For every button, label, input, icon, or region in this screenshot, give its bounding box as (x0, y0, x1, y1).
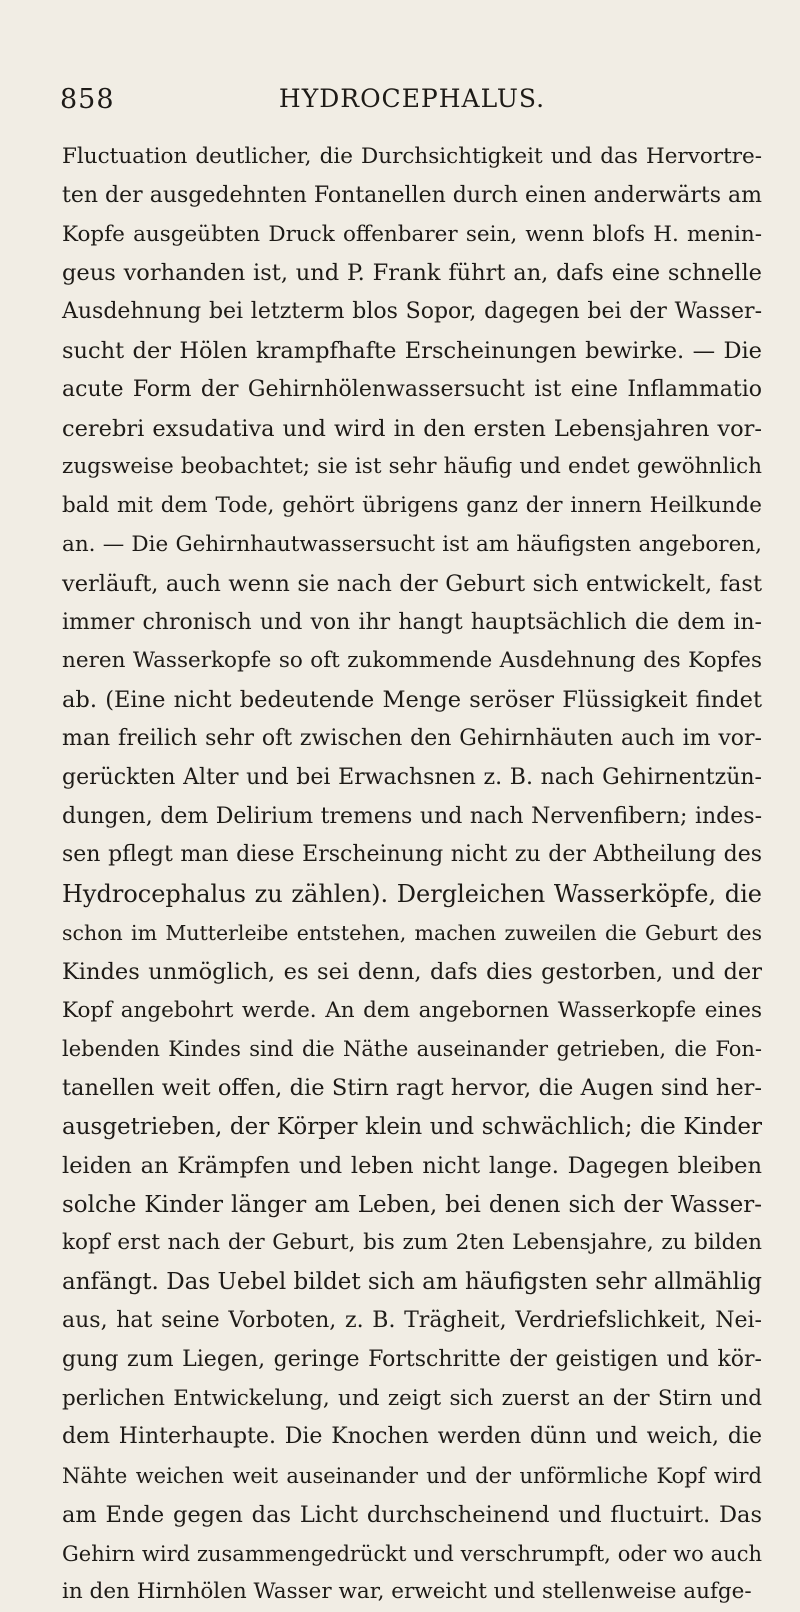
text-line: man freilich sehr oft zwischen den Gehirnhäuten auch im vor- (62, 725, 762, 751)
text-line: ten der ausgedehnten Fontanellen durch einen anderwärts am (62, 182, 762, 208)
text-line: lebenden Kindes sind die Näthe auseinander getrieben, die Fon- (62, 1037, 762, 1062)
text-line: verläuft, auch wenn sie nach der Geburt sich entwickelt, fast (62, 570, 762, 597)
text-line: cerebri exsudativa und wird in den ersten Lebensjahren vor- (62, 415, 762, 442)
text-line: am Ende gegen das Licht durchscheinend und fluctuirt. Das (62, 1501, 762, 1528)
text-line: Ausdehnung bei letzterm blos Sopor, dagegen bei der Wasser- (62, 299, 762, 325)
text-line: in den Hirnhölen Wasser war, erweicht und stellenweise aufge- (62, 1579, 752, 1605)
text-line: immer chronisch und von ihr hangt hauptsächlich die dem in- (62, 609, 762, 635)
text-line: gung zum Liegen, geringe Fortschritte der geistigen und kör- (62, 1346, 762, 1372)
text-line: gerückten Alter und bei Erwachsnen z. B. nach Gehirnentzün- (62, 764, 762, 790)
text-line: dungen, dem Delirium tremens und nach Nervenfibern; indes- (62, 803, 762, 829)
text-line: neren Wasserkopfe so oft zukommende Ausdehnung des Kopfes (62, 648, 762, 674)
text-line: sen pflegt man diese Erscheinung nicht zu der Abtheilung des (62, 842, 762, 868)
text-line: Nähte weichen weit auseinander und der unförmliche Kopf wird (62, 1464, 762, 1489)
text-line: ab. (Eine nicht bedeutende Menge seröser Flüssigkeit findet (62, 687, 762, 714)
text-line: leiden an Krämpfen und leben nicht lange. Dagegen bleiben (62, 1152, 762, 1179)
text-line: ausgetrieben, der Körper klein und schwächlich; die Kinder (62, 1113, 762, 1140)
text-line: acute Form der Gehirnhölenwassersucht ist eine Inflammatio (62, 376, 762, 402)
page-number: 858 (60, 84, 115, 115)
text-line: anfängt. Das Uebel bildet sich am häufigsten sehr allmählig (62, 1269, 762, 1296)
text-line: Hydrocephalus zu zählen). Dergleichen Wasserköpfe, die (62, 880, 762, 909)
text-line: bald mit dem Tode, gehört übrigens ganz der innern Heilkunde (62, 493, 762, 519)
text-line: Gehirn wird zusammengedrückt und verschrumpft, oder wo auch (62, 1541, 762, 1566)
text-line: Kindes unmöglich, es sei denn, dafs dies gestorben, und der (62, 958, 762, 985)
text-line: kopf erst nach der Geburt, bis zum 2ten Lebensjahre, zu bilden (62, 1230, 762, 1256)
text-line: schon im Mutterleibe entstehen, machen zuweilen die Geburt des (62, 920, 762, 945)
text-line: perlichen Entwickelung, und zeigt sich zuerst an der Stirn und (62, 1385, 762, 1411)
running-title: HYDROCEPHALUS. (278, 84, 546, 113)
text-line: geus vorhanden ist, und P. Frank führt an, dafs eine schnelle (62, 260, 762, 287)
text-line: Kopfe ausgeübten Druck offenbarer sein, wenn blofs H. menin- (62, 221, 762, 247)
text-line: Fluctuation deutlicher, die Durchsichtigkeit und das Hervortre- (62, 144, 762, 169)
text-line: an. — Die Gehirnhautwassersucht ist am häufigsten angeboren, (62, 531, 762, 557)
text-line: tanellen weit offen, die Stirn ragt hervor, die Augen sind her- (62, 1075, 762, 1102)
text-line: aus, hat seine Vorboten, z. B. Trägheit, Verdriefslichkeit, Nei- (62, 1307, 762, 1333)
text-line: zugsweise beobachtet; sie ist sehr häufig und endet gewöhnlich (62, 454, 762, 480)
text-line: dem Hinterhaupte. Die Knochen werden dünn und weich, die (62, 1424, 762, 1450)
body-text (62, 138, 762, 1612)
text-line: Kopf angebohrt werde. An dem angebornen Wasserkopfe eines (62, 997, 762, 1023)
page-header (60, 84, 764, 120)
text-line: sucht der Hölen krampfhafte Erscheinungen bewirke. — Die (62, 337, 762, 364)
text-line: solche Kinder länger am Leben, bei denen sich der Wasser- (62, 1191, 762, 1218)
